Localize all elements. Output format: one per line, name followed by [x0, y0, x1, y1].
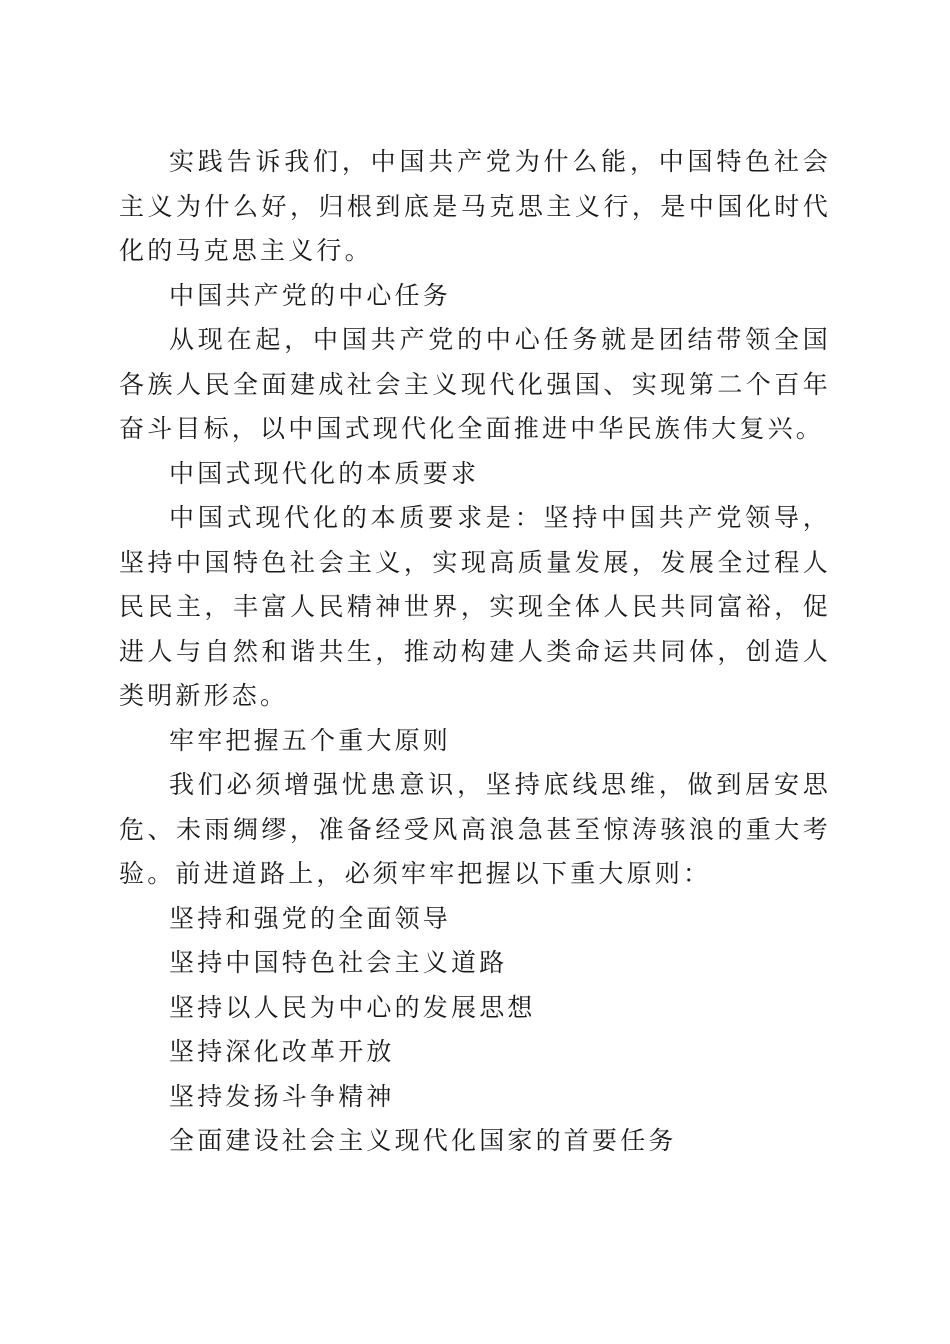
heading-primary-task: 全面建设社会主义现代化国家的首要任务: [169, 1126, 677, 1155]
principle-item-5: 坚持发扬斗争精神: [169, 1081, 395, 1111]
heading-central-task: 中国共产党的中心任务: [169, 280, 452, 310]
paragraph-essential-requirements: 中国式现代化的本质要求是：坚持中国共产党领导，坚持中国特色社会主义，实现高质量发展，发展全过程人民民主，丰富人民精神世界，实现全体人民共同富裕，促进人与自然和谐共生，推动构建人类命运共同体，创造人类明新形态。: [119, 503, 831, 710]
principle-item-3: 坚持以人民为中心的发展思想: [169, 992, 536, 1022]
principle-item-1: 坚持和强党的全面领导: [169, 903, 452, 933]
paragraph-central-task: 从现在起，中国共产党的中心任务就是团结带领全国各族人民全面建成社会主义现代化强国、实现第二个百年奋斗目标，以中国式现代化全面推进中华民族伟大复兴。: [119, 325, 831, 443]
heading-five-principles: 牢牢把握五个重大原则: [169, 725, 452, 755]
principle-item-2: 坚持中国特色社会主义道路: [169, 948, 508, 977]
heading-essential-requirements: 中国式现代化的本质要求: [169, 458, 480, 488]
principle-item-4: 坚持深化改革开放: [169, 1037, 395, 1066]
paragraph-five-principles: 我们必须增强忧患意识，坚持底线思维，做到居安思危、未雨绸缪，准备经受风高浪急甚至惊涛骇浪的重大考验。前进道路上，必须牢牢把握以下重大原则：: [119, 770, 831, 888]
paragraph-conclusion: 实践告诉我们，中国共产党为什么能，中国特色社会主义为什么好，归根到底是马克思主义行，是中国化时代化的马克思主义行。: [119, 147, 831, 265]
document-body: [119, 140, 831, 1164]
